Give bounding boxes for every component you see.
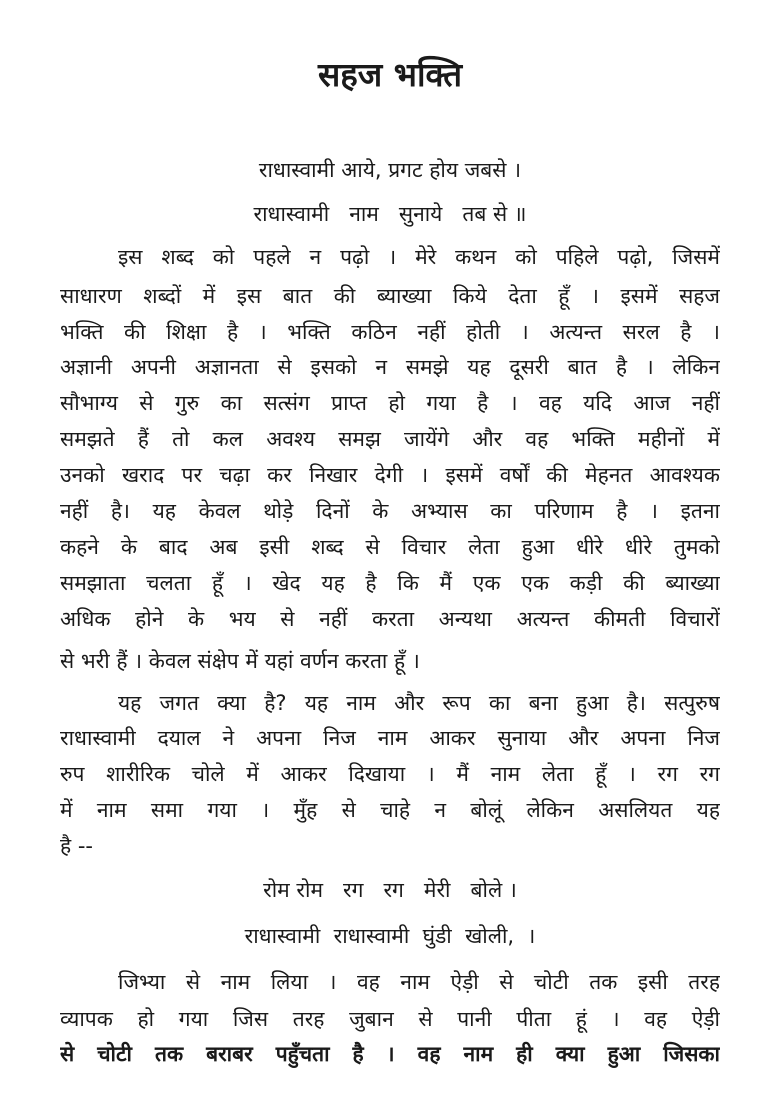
paragraph-1-line-7: उनको खराद पर चढ़ा कर निखार देगी । इसमें वर्षों की मेहनत आवश्यक: [60, 463, 720, 487]
paragraph-3-line-2: व्यापक हो गया जिस तरह जुबान से पानी पीता हूं । वह ऐड़ी: [60, 1007, 720, 1031]
paragraph-2-line-3: रुप शारीरिक चोले में आकर दिखाया । मैं नाम लेता हूँ । रग रग: [60, 762, 720, 786]
paragraph-3-line-3: से चोटी तक बराबर पहुँचता है । वह नाम ही क्या हुआ जिसका: [60, 1042, 720, 1066]
paragraph-1-line-5: सौभाग्य से गुरु का सत्संग प्राप्त हो गया है । वह यदि आज नहीं: [60, 391, 720, 415]
paragraph-1-line-12: से भरी हैं । केवल संक्षेप में यहां वर्णन करता हूँ ।: [60, 649, 420, 673]
paragraph-1-line-2: साधारण शब्दों में इस बात की ब्याख्या किये देता हूँ । इसमें सहज: [60, 284, 720, 308]
paragraph-3-line-1: जिभ्या से नाम लिया । वह नाम ऐड़ी से चोटी तक इसी तरह: [118, 970, 720, 994]
paragraph-2-line-4: में नाम समा गया । मुँह से चाहे न बोलूं लेकिन असलियत यह: [60, 798, 720, 822]
couplet-1-line-2: राधास्वामी नाम सुनाये तब से ॥: [253, 202, 527, 226]
couplet-2-line-1: रोम रोम रग रग मेरी बोले ।: [263, 878, 517, 902]
paragraph-1-line-10: समझाता चलता हूँ । खेद यह है कि मैं एक एक कड़ी की ब्याख्या: [60, 571, 720, 595]
paragraph-1-line-3: भक्ति की शिक्षा है । भक्ति कठिन नहीं होती । अत्यन्त सरल है ।: [60, 320, 720, 344]
paragraph-1-line-4: अज्ञानी अपनी अज्ञानता से इसको न समझे यह दूसरी बात है । लेकिन: [60, 355, 720, 379]
paragraph-1-line-8: नहीं है। यह केवल थोड़े दिनों के अभ्यास का परिणाम है । इतना: [60, 499, 720, 523]
couplet-1-line-1: राधास्वामी आये, प्रगट होय जबसे ।: [258, 158, 522, 182]
paragraph-2-line-2: राधास्वामी दयाल ने अपना निज नाम आकर सुनाया और अपना निज: [60, 726, 720, 750]
page-title: सहज भक्ति: [317, 55, 463, 94]
paragraph-1-line-1: इस शब्द को पहले न पढ़ो । मेरे कथन को पहिले पढ़ो, जिसमें: [118, 245, 720, 269]
paragraph-2-line-1: यह जगत क्या है? यह नाम और रूप का बना हुआ है। सत्पुरुष: [118, 691, 720, 715]
couplet-2-line-2: राधास्वामी राधास्वामी घुंडी खोली, ।: [244, 924, 536, 948]
paragraph-2-line-5: है --: [60, 834, 93, 858]
paragraph-1-line-11: अधिक होने के भय से नहीं करता अन्यथा अत्यन्त कीमती विचारों: [60, 607, 720, 631]
paragraph-1-line-9: कहने के बाद अब इसी शब्द से विचार लेता हुआ धीरे धीरे तुमको: [60, 535, 720, 559]
paragraph-1-line-6: समझते हैं तो कल अवश्य समझ जायेंगे और वह भक्ति महीनों में: [60, 427, 720, 451]
